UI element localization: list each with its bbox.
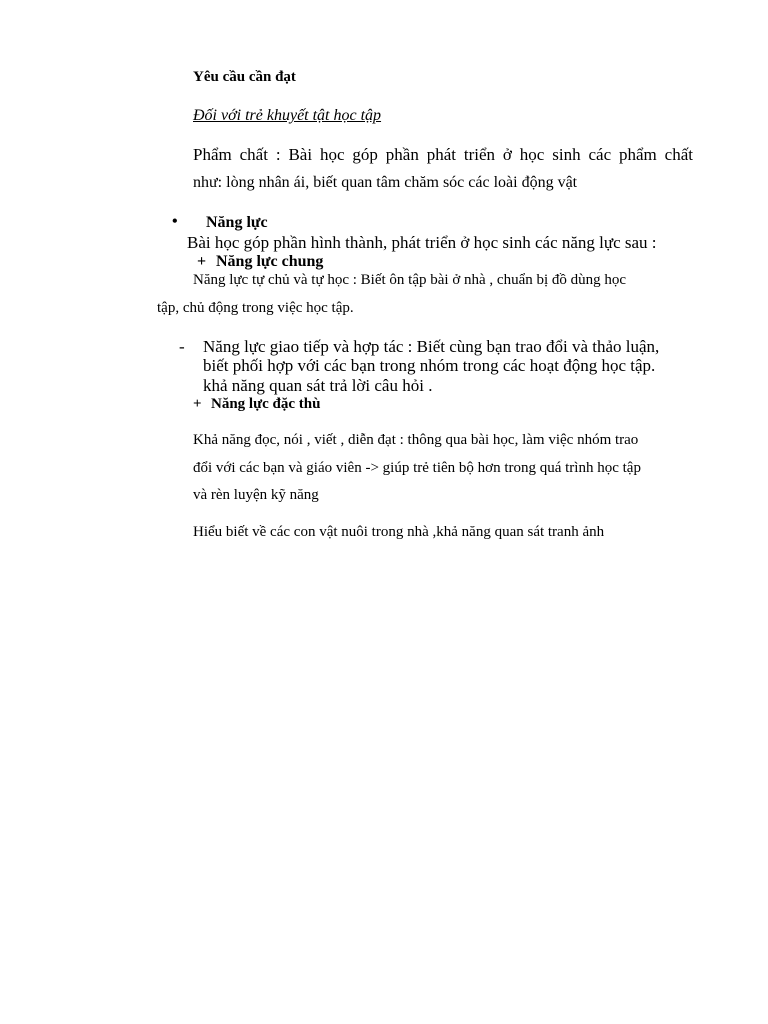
bullet-icon: • [172,213,178,230]
dac-thu-line-3: và rèn luyện kỹ năng [193,487,319,503]
pham-chat-line-2: như: lòng nhân ái, biết quan tâm chăm sóc các loài động vật [193,174,578,191]
section-heading: Yêu cầu cần đạt [193,69,296,85]
nang-luc-title: Năng lực [206,214,268,231]
hieu-biet-line: Hiểu biết về các con vật nuôi trong nhà ,khả năng quan sát tranh ảnh [193,524,605,540]
dac-thu-line-1: Khả năng đọc, nói , viết , diễn đạt : thông qua bài học, làm việc nhóm trao [193,432,639,448]
tu-chu-line-2: tập, chủ động trong việc học tập. [157,300,354,316]
nang-luc-chung-title: Năng lực chung [216,253,324,270]
dac-thu-line-2: đổi với các bạn và giáo viên -> giúp trẻ tiên bộ hơn trong quá trình học tập [193,460,641,476]
giao-tiep-line-1: Năng lực giao tiếp và hợp tác : Biết cùng bạn trao đổi và thảo luận, [203,337,660,356]
dash-marker: - [179,337,185,356]
giao-tiep-line-3: khả năng quan sát trả lời câu hỏi . [203,376,433,395]
giao-tiep-line-2: biết phối hợp với các bạn trong nhóm trong các hoạt động học tập. [203,356,656,375]
plus-marker-dac-thu: + [193,396,202,412]
nang-luc-dac-thu-title: Năng lực đặc thù [211,396,321,412]
plus-marker-chung: + [197,253,207,270]
tu-chu-line-1: Năng lực tự chủ và tự học : Biết ôn tập bài ở nhà , chuẩn bị đồ dùng học [193,272,627,288]
nang-luc-intro: Bài học góp phần hình thành, phát triển ở học sinh các năng lực sau : [187,233,657,252]
section-subheading: Đối với trẻ khuyết tật học tập [193,107,382,124]
pham-chat-line-1: Phẩm chất : Bài học góp phần phát triển ở học sinh các phẩm chất [193,145,693,164]
